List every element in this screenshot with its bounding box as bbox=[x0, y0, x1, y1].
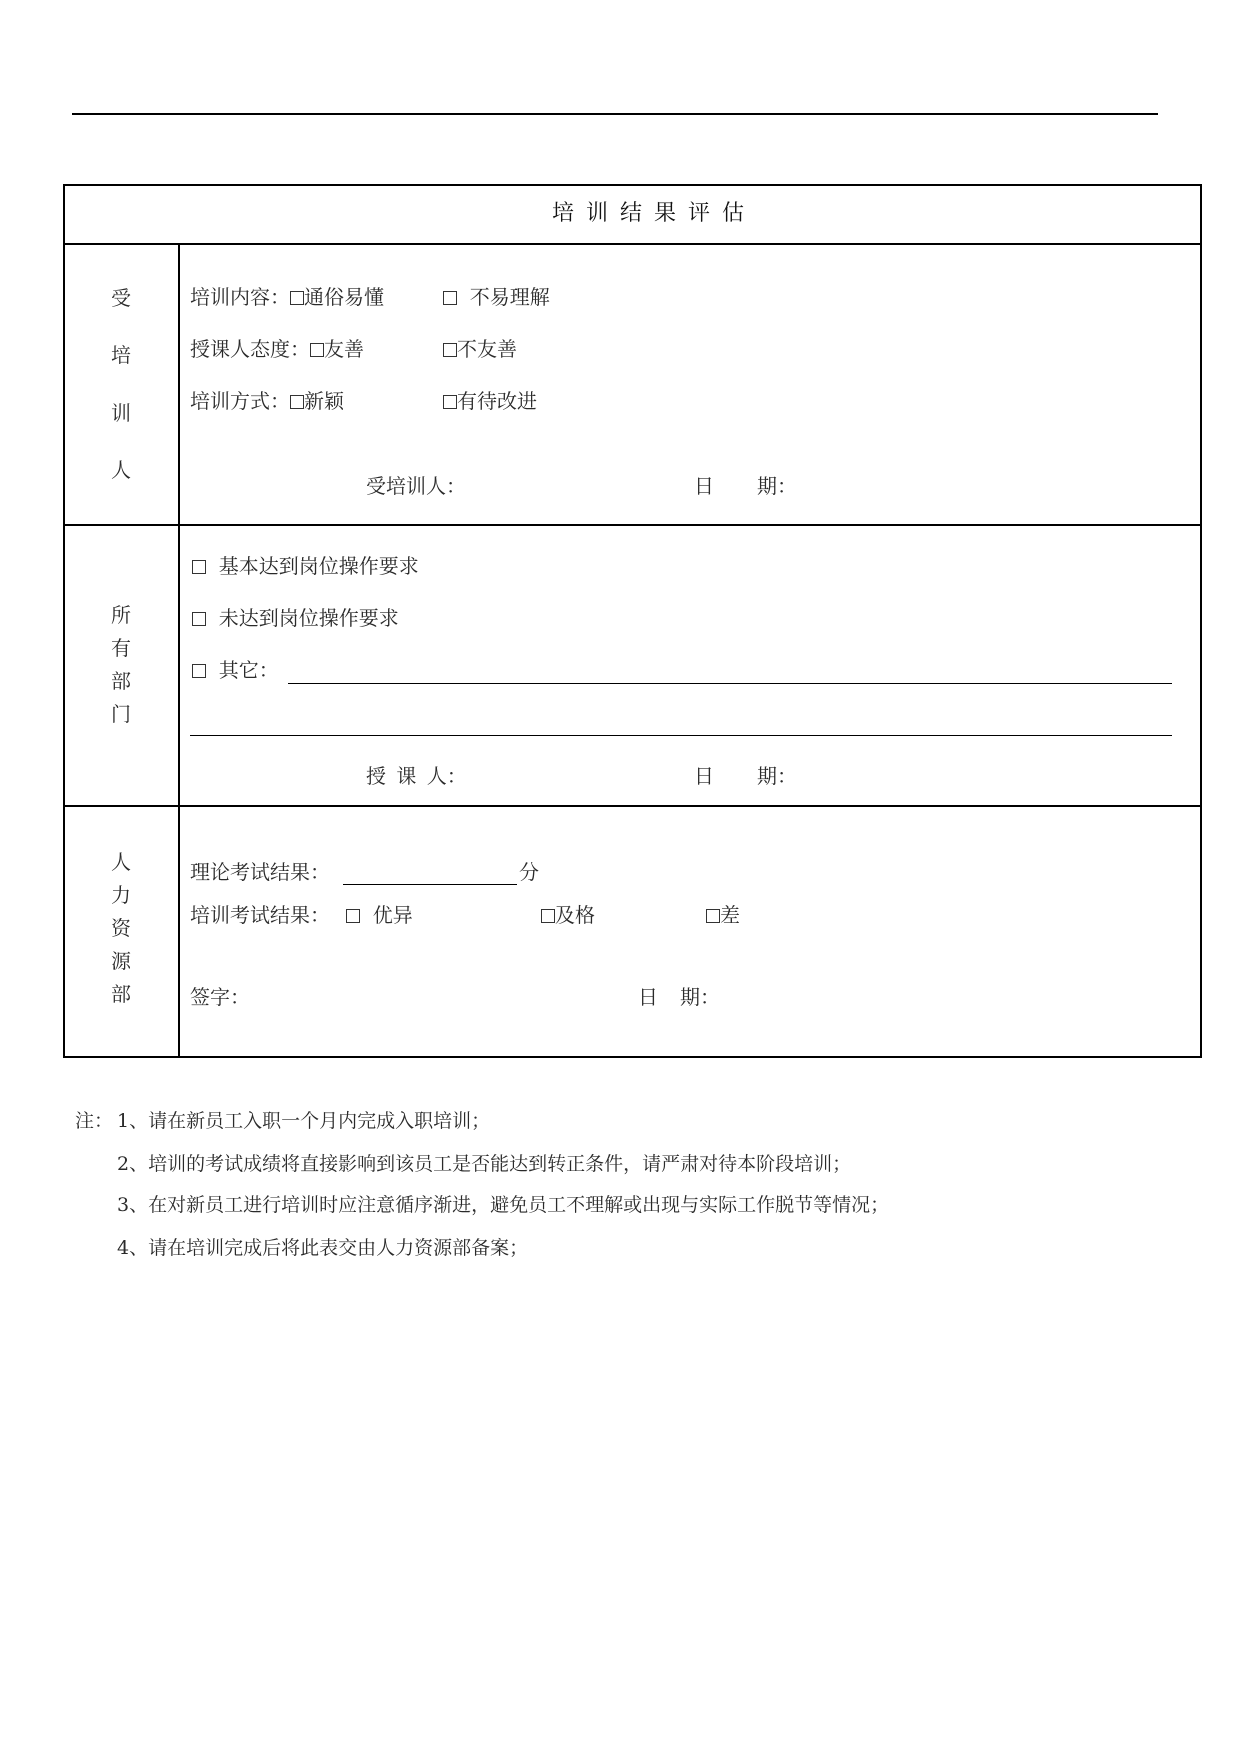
table-border-bottom bbox=[63, 1056, 1201, 1058]
theory-exam-label: 理论考试结果： bbox=[190, 860, 330, 884]
section-label-char: 培 bbox=[111, 343, 131, 367]
other-input-line-2[interactable] bbox=[190, 735, 1172, 736]
table-border-top bbox=[63, 184, 1201, 186]
option-hard-to-understand bbox=[443, 287, 550, 307]
section-label-char: 所 bbox=[111, 603, 131, 627]
option-label: 有待改进 bbox=[457, 389, 537, 413]
trainer-attitude-label: 授课人态度： bbox=[190, 337, 310, 361]
section-label-char: 门 bbox=[111, 702, 131, 726]
section-label-char: 人 bbox=[111, 458, 131, 482]
option-label: 优异 bbox=[372, 903, 413, 927]
header-rule bbox=[72, 113, 1158, 115]
date-label-char: 日 bbox=[638, 985, 658, 1009]
training-method-row bbox=[190, 391, 344, 411]
option-label: 其它： bbox=[218, 658, 279, 682]
section-label-char: 资 bbox=[111, 916, 131, 940]
date-label-char: 期： bbox=[757, 474, 797, 498]
option-label: 不易理解 bbox=[469, 285, 550, 309]
other-input-line[interactable] bbox=[288, 683, 1172, 684]
theory-score-unit: 分 bbox=[519, 860, 539, 884]
section-label-char: 训 bbox=[111, 401, 131, 425]
row-divider-1 bbox=[63, 524, 1201, 526]
checkbox-needs-improvement[interactable] bbox=[443, 395, 457, 409]
checkbox-other[interactable] bbox=[192, 664, 206, 678]
section-label-char: 人 bbox=[111, 850, 131, 874]
checkbox-poor[interactable] bbox=[706, 909, 720, 923]
notes-prefix: 注： bbox=[75, 1110, 114, 1132]
checkbox-easy-to-understand[interactable] bbox=[290, 291, 304, 305]
row-divider-2 bbox=[63, 805, 1201, 807]
option-unfriendly bbox=[443, 339, 517, 359]
section-label-char: 部 bbox=[111, 982, 131, 1006]
checkbox-not-meet-requirements[interactable] bbox=[192, 612, 206, 626]
checkbox-unfriendly[interactable] bbox=[443, 343, 457, 357]
hr-sign-label: 签字： bbox=[190, 985, 250, 1009]
checkbox-meets-requirements[interactable] bbox=[192, 560, 206, 574]
section-label-char: 有 bbox=[111, 636, 131, 660]
table-border-right bbox=[1200, 184, 1202, 1058]
trainer-signature-label: 授 课 人： bbox=[366, 764, 467, 788]
section-label-char: 源 bbox=[111, 949, 131, 973]
option-label: 不友善 bbox=[457, 337, 517, 361]
option-pass bbox=[541, 905, 595, 925]
training-method-label: 培训方式： bbox=[190, 389, 290, 413]
option-label: 未达到岗位操作要求 bbox=[218, 606, 399, 630]
checkbox-hard-to-understand[interactable] bbox=[443, 291, 457, 305]
trainer-attitude-row bbox=[190, 339, 364, 359]
option-needs-improvement bbox=[443, 391, 537, 411]
section-label-char: 部 bbox=[111, 669, 131, 693]
checkbox-pass[interactable] bbox=[541, 909, 555, 923]
checkbox-novel[interactable] bbox=[290, 395, 304, 409]
option-other bbox=[192, 660, 279, 680]
option-meets-requirements bbox=[192, 556, 419, 576]
note-item: 1、请在新员工入职一个月内完成入职培训； bbox=[117, 1110, 491, 1132]
option-label: 新颖 bbox=[304, 389, 344, 413]
section-label-char: 力 bbox=[111, 883, 131, 907]
date-label-char: 日 bbox=[694, 764, 714, 788]
theory-score-input-line[interactable] bbox=[343, 884, 517, 885]
option-poor bbox=[706, 905, 740, 925]
option-not-meet-requirements bbox=[192, 608, 399, 628]
checkbox-excellent[interactable] bbox=[346, 909, 360, 923]
training-content-label: 培训内容： bbox=[190, 285, 290, 309]
note-item: 3、在对新员工进行培训时应注意循序渐进，避免员工不理解或出现与实际工作脱节等情况； bbox=[117, 1194, 890, 1216]
title-divider bbox=[63, 243, 1201, 245]
checkbox-friendly[interactable] bbox=[310, 343, 324, 357]
table-border-left bbox=[63, 184, 65, 1058]
option-label: 及格 bbox=[555, 903, 595, 927]
training-content-row bbox=[190, 287, 384, 307]
date-label-char: 期： bbox=[757, 764, 797, 788]
form-title: 培训结果评估 bbox=[552, 201, 757, 226]
date-label-char: 日 bbox=[694, 474, 714, 498]
note-item: 2、培训的考试成绩将直接影响到该员工是否能达到转正条件，请严肃对待本阶段培训； bbox=[117, 1153, 852, 1175]
option-excellent bbox=[346, 905, 413, 925]
date-label-char: 期： bbox=[680, 985, 720, 1009]
option-label: 差 bbox=[720, 903, 740, 927]
training-exam-label: 培训考试结果： bbox=[190, 903, 330, 927]
option-label: 基本达到岗位操作要求 bbox=[218, 554, 419, 578]
option-label: 友善 bbox=[324, 337, 364, 361]
option-label: 通俗易懂 bbox=[304, 285, 384, 309]
label-column-divider bbox=[178, 243, 180, 1057]
trainee-signature-label: 受培训人： bbox=[366, 474, 466, 498]
note-item: 4、请在培训完成后将此表交由人力资源部备案； bbox=[117, 1237, 529, 1259]
section-label-char: 受 bbox=[111, 286, 131, 310]
